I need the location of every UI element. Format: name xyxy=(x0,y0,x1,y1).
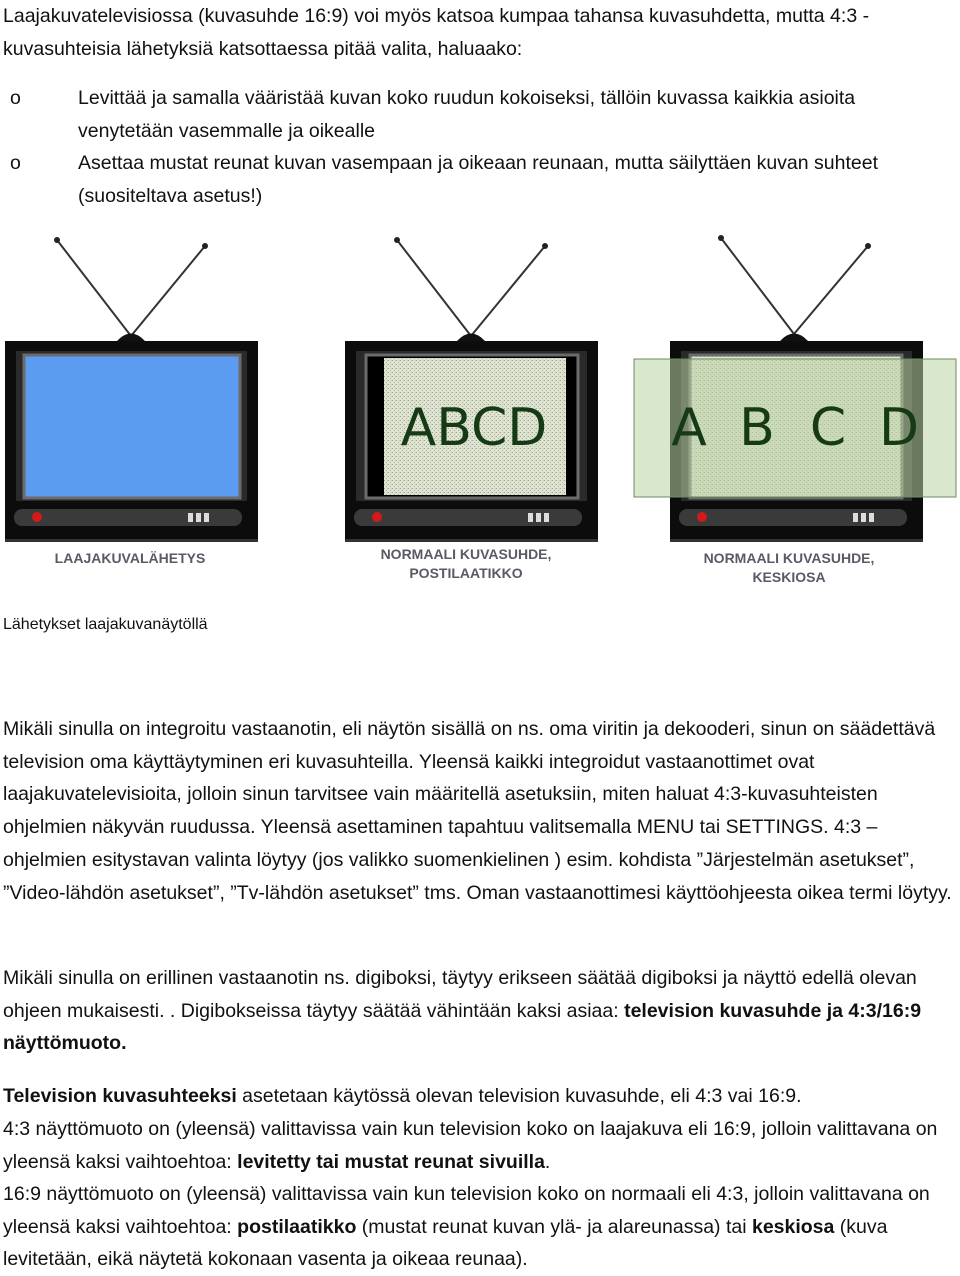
tv-label: KESKIOSA xyxy=(752,569,826,585)
tv-label: POSTILAATIKKO xyxy=(409,565,523,581)
intro-text: Laajakuvatelevisiossa (kuvasuhde 16:9) voi myös katsoa kumpaa tahansa kuvasuhdetta, mutta 4:3 -kuvasuhteisia lähetyksiä katsottaessa pitää valita, haluaako: xyxy=(3,5,870,60)
tv-letterbox xyxy=(345,237,598,581)
tv-label: NORMAALI KUVASUHDE, xyxy=(703,550,875,566)
center-cut-bold: keskiosa xyxy=(751,1215,835,1238)
display-mode-169-mid: (mustat reunat kuvan ylä- ja alareunassa) tai xyxy=(356,1215,752,1238)
aspect-setting-bold: Television kuvasuhteeksi xyxy=(3,1085,237,1107)
screen-letter: C xyxy=(809,398,847,458)
aspect-setting-paragraph xyxy=(3,1080,955,1113)
display-mode-43-paragraph xyxy=(3,1113,955,1178)
tv-widescreen xyxy=(5,237,258,566)
option-stretch-text: Levittää ja samalla vääristää kuvan koko ruudun kokoiseksi, tällöin kuvassa kaikkia asioita venytetään vasemmalle ja oikealle xyxy=(78,87,856,142)
tv-screen xyxy=(24,355,240,498)
screen-letter: B xyxy=(739,398,775,458)
power-led-icon xyxy=(372,512,382,522)
integrated-receiver-paragraph: Mikäli sinulla on integroitu vastaanotin, eli näytön sisällä on ns. oma viritin ja dekooderi, sinun on säädettävä television oma käyttäytyminen eri kuvasuhteilla. Yleensä kaikki integroidut vastaanottimet ovat laajakuvatelevisioita, jolloin sinun tarvitsee vain määritellä asetuksiin, miten haluat 4:3-kuvasuhteisten ohjelmien näkyvän ruudussa. Yleensä asettaminen tapahtuu valitsemalla MENU tai SETTINGS. 4:3 –ohjelmien esitystavan valinta löytyy (jos valikko suomenkielinen ) esim. kohdista ”Järjestelmän asetukset”, ”Video-lähdön asetukset”, ”Tv-lähdön asetukset” tms. Oman vastaanottimesi käyttöohjeesta oikea termi löytyy. xyxy=(3,718,952,904)
set-top-box-paragraph xyxy=(3,962,955,1060)
bullet-marker: o xyxy=(10,152,21,175)
power-led-icon xyxy=(697,512,707,522)
screen-letter: D xyxy=(878,398,920,458)
aspect-setting-text: asetetaan käytössä olevan television kuvasuhde, eli 4:3 vai 16:9. xyxy=(236,1085,802,1107)
list-item xyxy=(0,147,954,212)
list-item xyxy=(0,82,954,147)
display-mode-169-paragraph xyxy=(3,1178,955,1276)
display-mode-43-text: 4:3 näyttömuoto on (yleensä) valittavissa vain kun television koko on laajakuva eli 16:9, jolloin valittavana on yleensä kaksi vaihtoehtoa: xyxy=(3,1118,938,1173)
screen-letter: A xyxy=(671,398,707,458)
option-list xyxy=(0,82,960,213)
display-mode-43-bold: levitetty tai mustat reunat sivuilla xyxy=(237,1150,545,1173)
set-top-box-text: Mikäli sinulla on erillinen vastaanotin ns. digiboksi, täytyy erikseen säätää digiboksi ja näyttö edellä olevan ohjeen mukaisesti. . Digibokseissa täytyy säätää vähintään kaksi asiaa: xyxy=(3,967,917,1022)
screen-text: ABCD xyxy=(400,398,548,458)
display-mode-43-end: . xyxy=(544,1150,551,1173)
set-top-box-bold: television kuvasuhde ja 4:3/16:9 näyttömuoto. xyxy=(3,999,922,1055)
tv-label: NORMAALI KUVASUHDE, xyxy=(380,546,552,562)
antenna-icon xyxy=(394,237,548,341)
letterbox-bold: postilaatikko xyxy=(237,1215,357,1238)
tv-illustration xyxy=(0,228,960,598)
figure-caption: Lähetykset laajakuvanäytöllä xyxy=(3,616,208,633)
option-black-borders-text: Asettaa mustat reunat kuvan vasempaan ja oikeaan reunaan, mutta säilyttäen kuvan suhteet (suositeltava asetus!) xyxy=(78,152,878,208)
display-mode-169-text: 16:9 näyttömuoto on (yleensä) valittavissa vain kun television koko on normaali eli 4:3, jolloin valittavana on yleensä kaksi vaihtoehtoa: xyxy=(3,1183,930,1238)
antenna-icon xyxy=(718,235,871,341)
power-led-icon xyxy=(32,512,42,522)
tv-label: LAAJAKUVALÄHETYS xyxy=(54,550,206,566)
antenna-icon xyxy=(54,237,208,341)
display-mode-169-end: (kuva levitetään, eikä näytetä kokonaan vasenta ja oikeaa reunaa). xyxy=(3,1215,888,1271)
tv-center-cut xyxy=(634,235,956,585)
bullet-marker: o xyxy=(10,87,21,109)
